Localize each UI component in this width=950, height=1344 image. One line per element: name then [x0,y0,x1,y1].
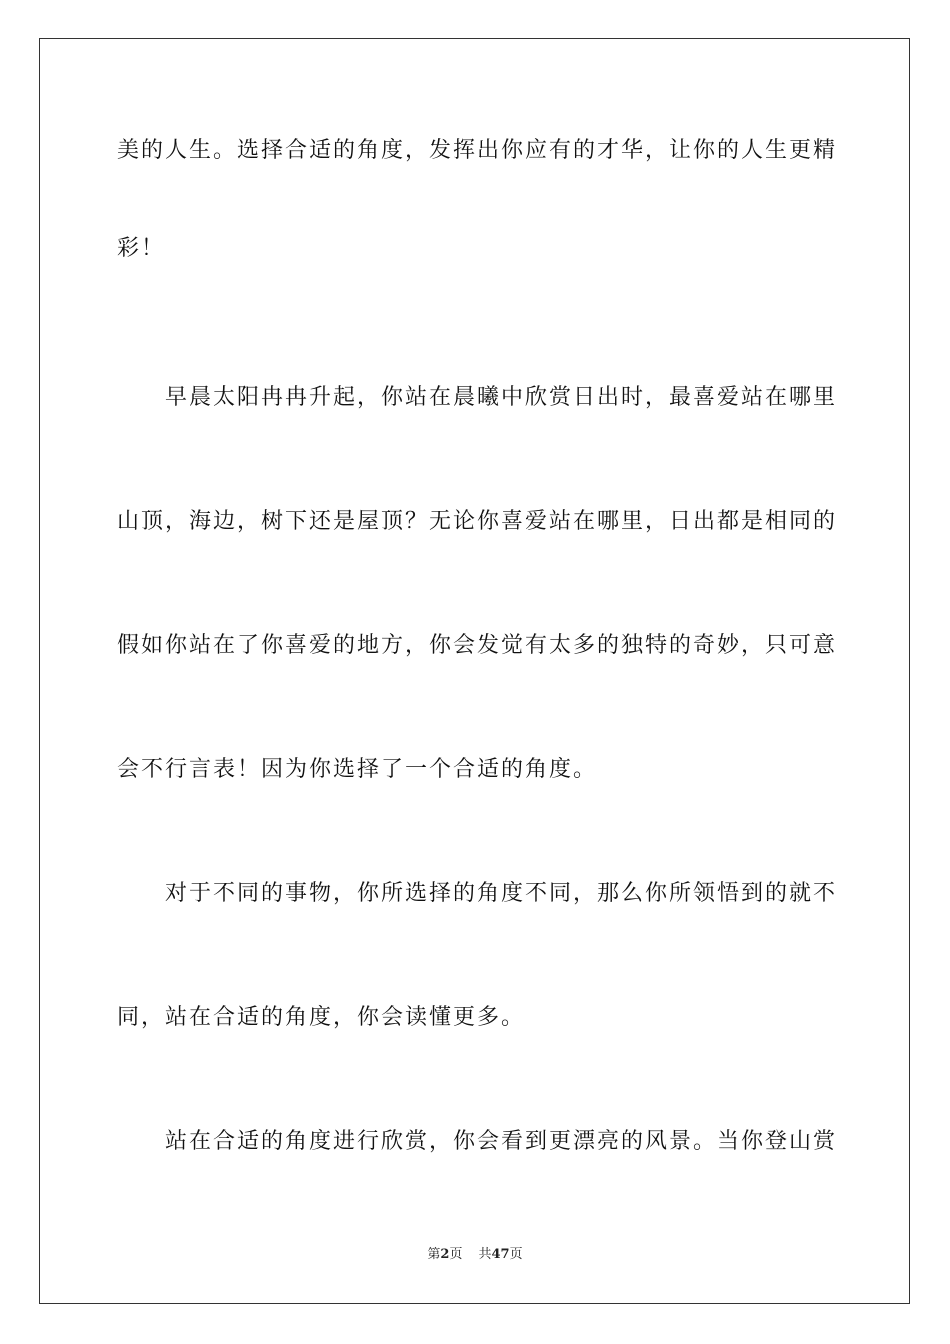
text-line-3: 早晨太阳冉冉升起，你站在晨曦中欣赏日出时，最喜爱站在哪里 [117,385,838,410]
text-line-7: 对于不同的事物，你所选择的角度不同，那么你所领悟到的就不 [117,881,838,906]
total-prefix: 共 [478,1247,492,1262]
text-line-5: 假如你站在了你喜爱的地方，你会发觉有太多的独特的奇妙，只可意 [117,633,838,658]
page-suffix: 页 [449,1247,463,1262]
page-number: 2 [440,1247,450,1262]
text-line-6: 会不行言表！因为你选择了一个合适的角度。 [117,757,598,782]
page-footer [0,1246,950,1264]
text-line-1: 美的人生。选择合适的角度，发挥出你应有的才华，让你的人生更精 [117,138,838,163]
page-border [39,38,910,1304]
page-prefix: 第 [427,1247,441,1262]
text-line-9: 站在合适的角度进行欣赏，你会看到更漂亮的风景。当你登山赏 [117,1129,838,1154]
text-line-8: 同，站在合适的角度，你会读懂更多。 [117,1005,526,1030]
total-suffix: 页 [509,1247,523,1262]
text-line-4: 山顶，海边，树下还是屋顶？无论你喜爱站在哪里，日出都是相同的 [117,509,838,534]
text-line-2: 彩！ [117,236,166,261]
total-pages: 47 [491,1247,510,1262]
